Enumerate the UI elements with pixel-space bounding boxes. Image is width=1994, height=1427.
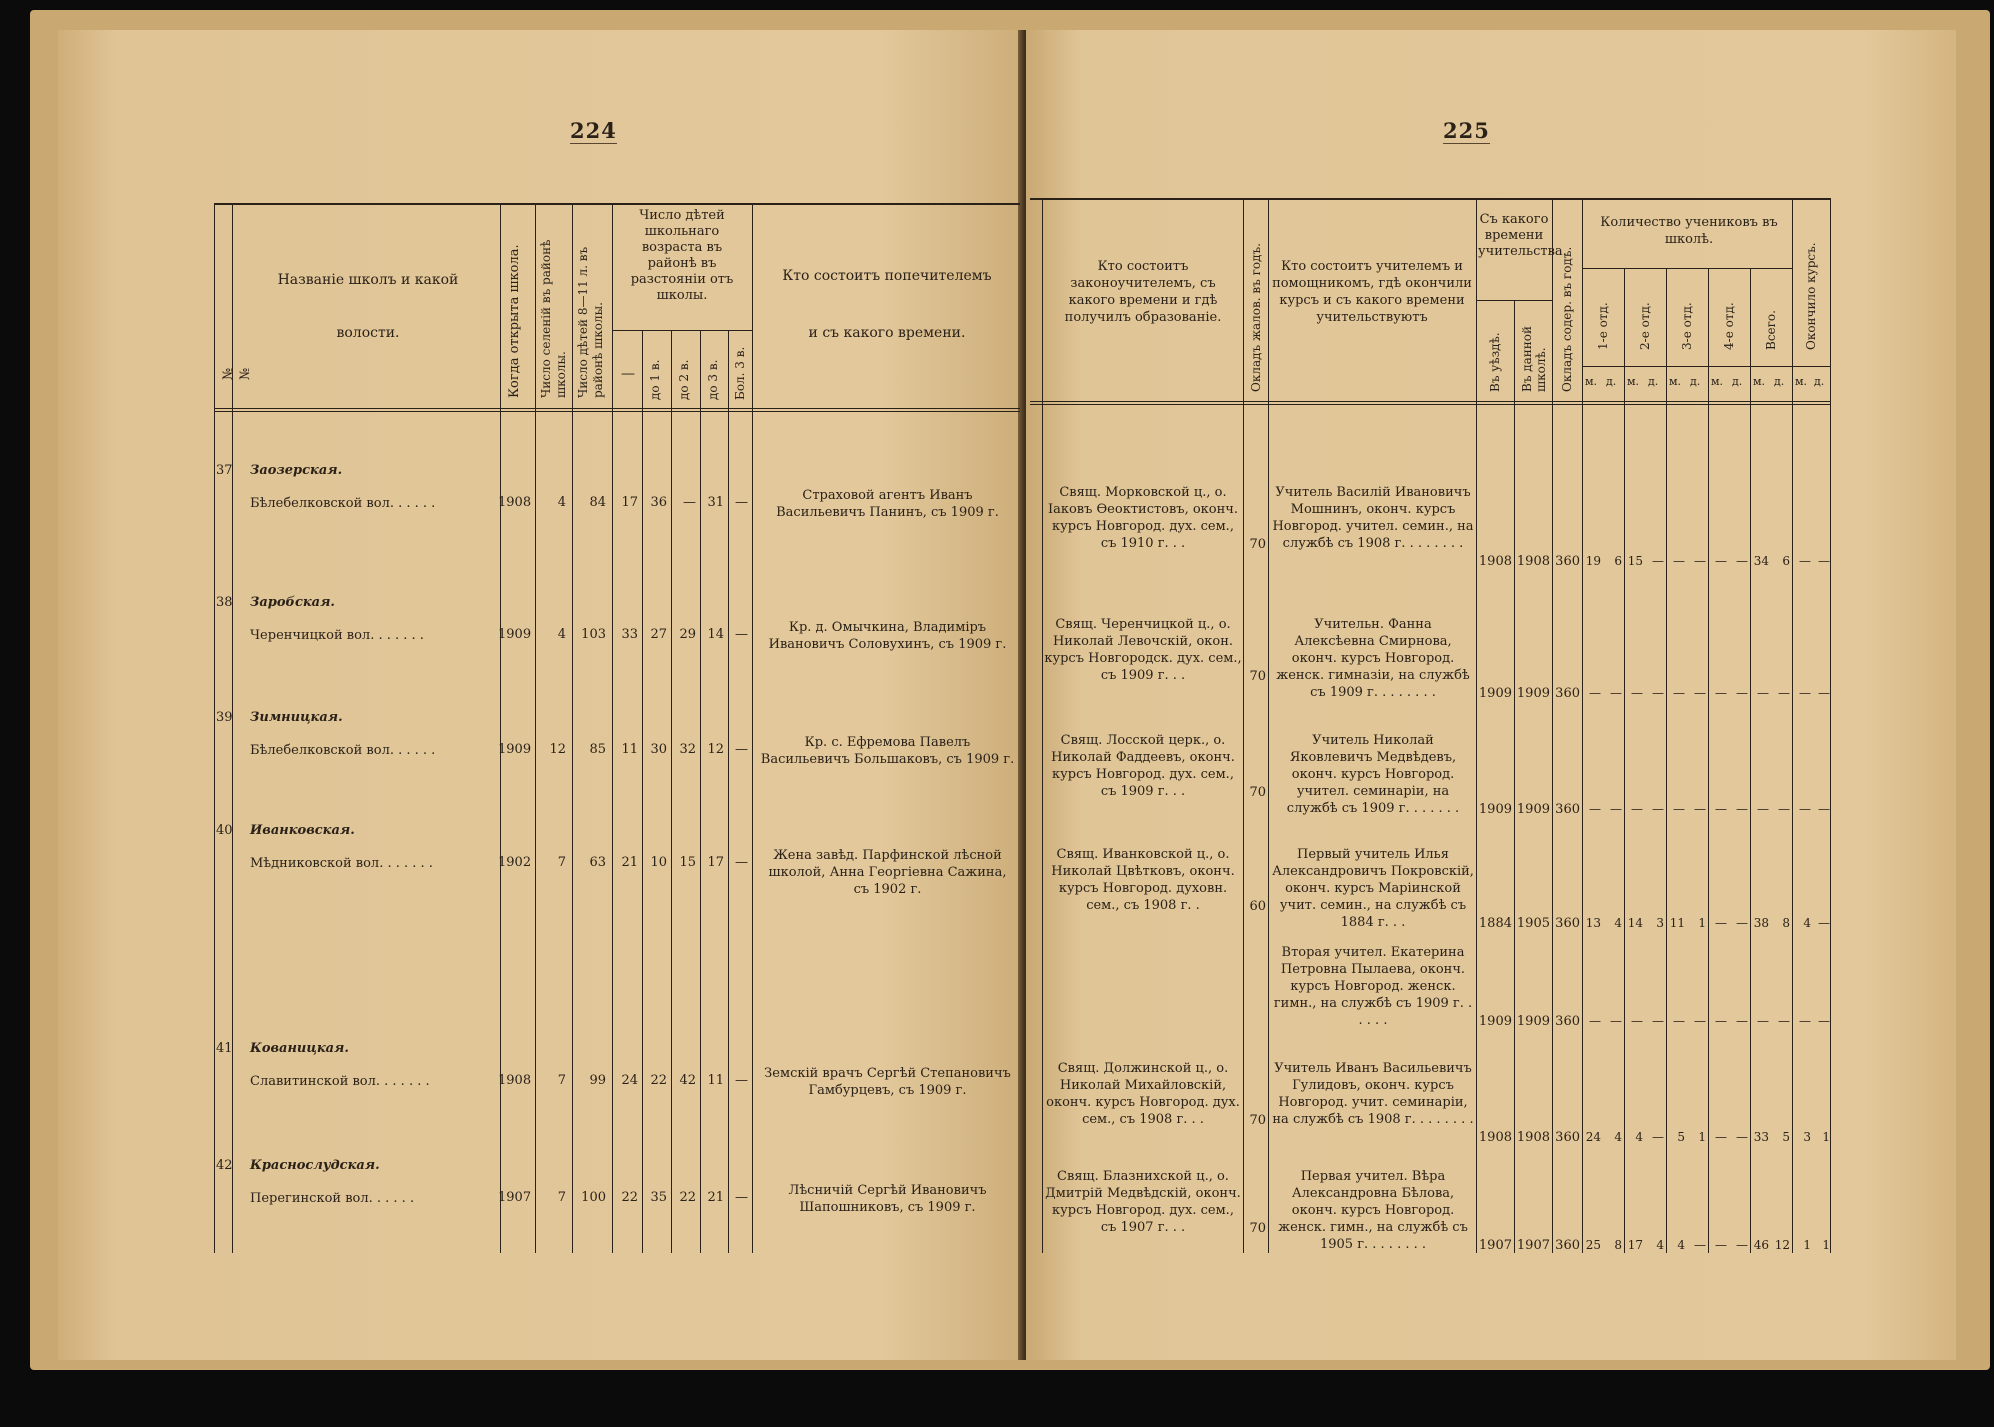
header-children: Число дѣтей 8—11 л. въ районѣ школы. [576, 246, 605, 398]
cell-here: 1907 [1516, 1238, 1550, 1253]
cell-count: 4 [1614, 916, 1622, 930]
law-teacher-cell: Свящ. Иванковской ц., о. Николай Цвѣтковъ, оконч. курсъ Новгород. духовн. сем., съ 1908 г. . [1051, 847, 1235, 913]
school-name: Иванковская. [250, 823, 355, 838]
cell-children: 63 [589, 855, 606, 870]
header-finished: Окончило курсъ. [1804, 242, 1818, 350]
cell-count: 6 [1614, 554, 1622, 568]
cell-d4: — [735, 495, 748, 510]
cell-count: — [1736, 1130, 1748, 1144]
sex-label-d: д. [1774, 375, 1785, 388]
cell-count: 14 [1627, 916, 1643, 930]
cell-here: 1908 [1516, 554, 1550, 569]
cell-count: 13 [1585, 916, 1601, 930]
header-d4: Бол. 3 в. [733, 346, 747, 400]
cell-d3: 11 [707, 1073, 724, 1088]
row-number: 40 [216, 823, 233, 838]
cell-children: 99 [589, 1073, 606, 1088]
cell-count: — [1652, 554, 1664, 568]
cell-count: — [1715, 1130, 1727, 1144]
cell-count: — [1652, 1014, 1664, 1028]
sex-label-m: м. [1711, 375, 1724, 388]
school-name: Заробская. [250, 595, 335, 610]
header-d3: до 3 в. [706, 359, 720, 400]
volost-name: Славитинской вол. . . . . . . [250, 1074, 430, 1089]
header-maintenance: Окладъ содер. въ годъ. [1560, 246, 1574, 392]
cell-count: 4 [1677, 1238, 1685, 1252]
header-d2: до 2 в. [677, 359, 691, 400]
cell-count: — [1589, 686, 1601, 700]
cell-d0: 24 [621, 1073, 638, 1088]
sex-label-m: м. [1585, 375, 1598, 388]
cell-count: — [1715, 554, 1727, 568]
cell-count: — [1736, 916, 1748, 930]
header-top-rule-right [1030, 198, 1830, 200]
cell-d1: 22 [650, 1073, 667, 1088]
teacher-cell: Учитель Иванъ Васильевичъ Гулидовъ, оконч. курсъ Новгород. учит. семинаріи, на службѣ съ 1908 г. . . . . . . . [1272, 1061, 1474, 1127]
cell-here: 1905 [1516, 916, 1550, 931]
cell-count: — [1818, 916, 1830, 930]
cell-count: 15 [1627, 554, 1643, 568]
cell-count: — [1652, 686, 1664, 700]
header-bottom-rule-left [214, 408, 1020, 409]
cell-opened: 1908 [498, 1073, 532, 1088]
cell-count: — [1715, 1014, 1727, 1028]
cell-d0: 21 [621, 855, 638, 870]
trustee-cell: Лѣсничій Сергѣй Ивановичъ Шапошниковъ, съ 1909 г. [788, 1183, 987, 1215]
volost-name: Бѣлебелковской вол. . . . . . [250, 743, 436, 758]
header-villages: Число селеній въ районѣ школы. [539, 239, 568, 398]
cell-count: — [1673, 1014, 1685, 1028]
cell-count: — [1799, 686, 1811, 700]
cell-d4: — [735, 742, 748, 757]
cell-opened: 1902 [498, 855, 532, 870]
cell-count: 25 [1585, 1238, 1601, 1252]
header-volost: волости. [336, 325, 400, 341]
cell-count: — [1799, 554, 1811, 568]
cell-d1: 36 [650, 495, 667, 510]
cell-count: — [1673, 554, 1685, 568]
cell-salary: 70 [1249, 785, 1266, 800]
cell-d3: 31 [707, 495, 724, 510]
cell-children: 84 [589, 495, 606, 510]
row-number: 41 [216, 1041, 233, 1056]
cell-count: 3 [1803, 1130, 1811, 1144]
cell-count: — [1736, 554, 1748, 568]
trustee-cell: Кр. д. Омычкина, Владиміръ Ивановичъ Соловухинъ, съ 1909 г. [768, 620, 1007, 652]
cell-count: — [1610, 1014, 1622, 1028]
cell-count: — [1818, 686, 1830, 700]
cell-count: 6 [1782, 554, 1790, 568]
cell-count: 1 [1698, 916, 1706, 930]
cell-salary: 70 [1249, 669, 1266, 684]
cell-count: — [1799, 1014, 1811, 1028]
cell-d4: — [735, 1190, 748, 1205]
cell-d1: 27 [650, 627, 667, 642]
cell-count: 1 [1698, 1130, 1706, 1144]
cell-count: 11 [1669, 916, 1685, 930]
cell-maint: 360 [1555, 802, 1580, 817]
cell-count: — [1652, 802, 1664, 816]
cell-count: — [1778, 686, 1790, 700]
cell-d0: 11 [621, 742, 638, 757]
cell-count: — [1799, 802, 1811, 816]
header-o3: 3-е отд. [1680, 302, 1694, 350]
trustee-cell: Кр. с. Ефремова Павелъ Васильевичъ Большаковъ, съ 1909 г. [760, 735, 1015, 767]
cell-count: — [1631, 1014, 1643, 1028]
school-name: Заозерская. [250, 463, 343, 478]
cell-d2: 29 [679, 627, 696, 642]
page-number-right: 225 [1443, 118, 1490, 143]
header-trustee-2: и съ какого времени. [808, 325, 966, 341]
cell-salary: 70 [1249, 537, 1266, 552]
sex-label-m: м. [1669, 375, 1682, 388]
cell-villages: 4 [557, 627, 566, 642]
cell-count: — [1715, 916, 1727, 930]
teacher-cell: Первая учител. Вѣра Александровна Бѣлова, оконч. курсъ Новгород. женск. гимн., на службѣ съ 1905 г. . . . . . . . [1278, 1169, 1468, 1252]
cell-count: — [1818, 1014, 1830, 1028]
cell-count: 4 [1635, 1130, 1643, 1144]
cell-children: 100 [581, 1190, 606, 1205]
sex-label-d: д. [1732, 375, 1743, 388]
cell-d2: 22 [679, 1190, 696, 1205]
header-top-rule-left [214, 203, 1020, 205]
volost-name: Перегинской вол. . . . . . [250, 1191, 415, 1206]
cell-d2: 42 [679, 1073, 696, 1088]
cell-count: — [1715, 1238, 1727, 1252]
row-number: 38 [216, 595, 233, 610]
cell-count: 33 [1753, 1130, 1769, 1144]
cell-count: — [1673, 686, 1685, 700]
teacher-cell: Учитель Василій Ивановичъ Мошнинъ, оконч. курсъ Новгород. учител. семин., на службѣ съ 1908 г. . . . . . . . [1272, 485, 1474, 551]
cell-d3: 21 [707, 1190, 724, 1205]
teacher-cell: Учительн. Фанна Алексѣевна Смирнова, оконч. курсъ Новгород. женск. гимназіи, на службѣ съ 1909 г. . . . . . . . [1276, 617, 1470, 700]
sex-label-d: д. [1606, 375, 1617, 388]
cell-here: 1908 [1516, 1130, 1550, 1145]
cell-d3: 12 [707, 742, 724, 757]
cell-count: — [1715, 802, 1727, 816]
law-teacher-cell: Свящ. Блазнихской ц., о. Дмитрій Медвѣдскій, оконч. курсъ Новгород. дух. сем., съ 1907 г. . . [1045, 1169, 1241, 1235]
cell-d1: 10 [650, 855, 667, 870]
cell-count: — [1589, 802, 1601, 816]
cell-villages: 4 [557, 495, 566, 510]
volost-name: Мѣдниковской вол. . . . . . . [250, 856, 433, 871]
cell-count: — [1778, 802, 1790, 816]
cell-count: 4 [1803, 916, 1811, 930]
cell-maint: 360 [1555, 1014, 1580, 1029]
cell-count: — [1694, 802, 1706, 816]
cell-uezd: 1907 [1478, 1238, 1512, 1253]
cell-d1: 30 [650, 742, 667, 757]
cell-count: — [1610, 686, 1622, 700]
cell-count: 3 [1656, 916, 1664, 930]
header-trustee: Кто состоитъ попечителемъ [782, 268, 992, 284]
school-name: Кованицкая. [250, 1041, 349, 1056]
header-d1: до 1 в. [648, 359, 662, 400]
page-number-left: 224 [570, 118, 617, 143]
sex-label-d: д. [1648, 375, 1659, 388]
cell-count: 1 [1803, 1238, 1811, 1252]
volost-name: Черенчицкой вол. . . . . . . [250, 628, 424, 643]
cell-villages: 12 [549, 742, 566, 757]
law-teacher-cell: Свящ. Черенчицкой ц., о. Николай Левочскій, окон. курсъ Новгородск. дух. сем., съ 1909 г. . . [1044, 617, 1242, 683]
cell-count: 8 [1782, 916, 1790, 930]
cell-count: — [1694, 1014, 1706, 1028]
cell-count: — [1589, 1014, 1601, 1028]
cell-uezd: 1908 [1478, 554, 1512, 569]
volost-name: Бѣлебелковской вол. . . . . . [250, 496, 436, 511]
header-num: №№ [221, 367, 253, 381]
cell-count: — [1757, 686, 1769, 700]
cell-count: — [1715, 686, 1727, 700]
header-salary: Окладъ жалов. въ годъ. [1249, 243, 1263, 392]
sex-label-d: д. [1690, 375, 1701, 388]
cell-salary: 60 [1249, 899, 1266, 914]
header-o2: 2-е отд. [1638, 302, 1652, 350]
row-number: 37 [216, 463, 233, 478]
header-law-teacher: Кто состоитъ законоучителемъ, съ какого времени и гдѣ получилъ образованіе. [1064, 259, 1222, 325]
law-teacher-cell: Свящ. Морковской ц., о. Іаковъ Өеоктистовъ, оконч. курсъ Новгород. дух. сем., съ 1910 г. . . [1047, 485, 1239, 551]
cell-d1: 35 [650, 1190, 667, 1205]
trustee-cell: Жена завѣд. Парфинской лѣсной школой, Анна Георгіевна Сажина, съ 1902 г. [768, 848, 1007, 897]
cell-count: 5 [1782, 1130, 1790, 1144]
cell-count: — [1736, 1014, 1748, 1028]
cell-maint: 360 [1555, 1130, 1580, 1145]
cell-opened: 1909 [498, 627, 532, 642]
cell-children: 103 [581, 627, 606, 642]
cell-count: 34 [1753, 554, 1769, 568]
cell-count: — [1673, 802, 1685, 816]
cell-count: 1 [1822, 1130, 1830, 1144]
cell-count: — [1694, 554, 1706, 568]
sex-label-m: м. [1795, 375, 1808, 388]
cell-here: 1909 [1516, 802, 1550, 817]
cell-count: — [1610, 802, 1622, 816]
cell-count: — [1778, 1014, 1790, 1028]
cell-count: 24 [1585, 1130, 1601, 1144]
header-uezd: Въ уѣздѣ. [1488, 332, 1502, 392]
header-distance-group: Число дѣтей школьнаго возраста въ районѣ въ разстояніи отъ школы. [630, 208, 734, 303]
header-teacher: Кто состоитъ учителемъ и помощникомъ, гдѣ окончили курсъ и съ какого времени учительствуютъ [1272, 259, 1472, 325]
law-teacher-cell: Свящ. Лосской церк., о. Николай Фаддеевъ, оконч. курсъ Новгород. дух. сем., съ 1909 г. . . [1051, 733, 1235, 799]
cell-d2: — [683, 495, 696, 510]
cell-count: — [1736, 686, 1748, 700]
header-o1: 1-е отд. [1596, 302, 1610, 350]
cell-here: 1909 [1516, 1014, 1550, 1029]
cell-count: 17 [1627, 1238, 1643, 1252]
cell-count: 46 [1753, 1238, 1769, 1252]
cell-villages: 7 [557, 855, 566, 870]
cell-count: — [1631, 802, 1643, 816]
cell-count: — [1757, 802, 1769, 816]
cell-d4: — [735, 627, 748, 642]
sex-label-d: д. [1814, 375, 1825, 388]
teacher-cell: Учитель Николай Яковлевичъ Медвѣдевъ, оконч. курсъ Новгород. учител. семинаріи, на службѣ съ 1909 г. . . . . . . [1286, 733, 1460, 816]
cell-count: 4 [1656, 1238, 1664, 1252]
cell-count: — [1652, 1130, 1664, 1144]
cell-count: 38 [1753, 916, 1769, 930]
cell-villages: 7 [557, 1190, 566, 1205]
cell-count: 1 [1822, 1238, 1830, 1252]
cell-maint: 360 [1555, 554, 1580, 569]
cell-children: 85 [589, 742, 606, 757]
cell-d0: 33 [621, 627, 638, 642]
cell-d3: 14 [707, 627, 724, 642]
cell-count: 5 [1677, 1130, 1685, 1144]
header-this-school: Въ данной школѣ. [1520, 325, 1548, 392]
cell-uezd: 1909 [1478, 686, 1512, 701]
teacher-cell: Первый учитель Илья Александровичъ Покровскій, оконч. курсъ Маріинской учит. семин., на службѣ съ 1884 г. . . [1272, 847, 1474, 930]
cell-count: — [1736, 802, 1748, 816]
row-number: 39 [216, 710, 233, 725]
cell-count: — [1736, 1238, 1748, 1252]
cell-uezd: 1908 [1478, 1130, 1512, 1145]
cell-d2: 15 [679, 855, 696, 870]
cell-uezd: 1884 [1478, 916, 1512, 931]
trustee-cell: Земскій врачъ Сергѣй Степановичъ Гамбурцевъ, съ 1909 г. [764, 1066, 1011, 1098]
cell-count: — [1818, 802, 1830, 816]
cell-salary: 70 [1249, 1113, 1266, 1128]
header-student-count: Количество учениковъ въ школѣ. [1600, 215, 1778, 247]
cell-count: — [1694, 686, 1706, 700]
cell-villages: 7 [557, 1073, 566, 1088]
cell-count: 8 [1614, 1238, 1622, 1252]
cell-d2: 32 [679, 742, 696, 757]
cell-count: — [1631, 686, 1643, 700]
cell-uezd: 1909 [1478, 802, 1512, 817]
sex-label-m: м. [1753, 375, 1766, 388]
cell-opened: 1907 [498, 1190, 532, 1205]
cell-opened: 1908 [498, 495, 532, 510]
row-number: 42 [216, 1158, 233, 1173]
cell-uezd: 1909 [1478, 1014, 1512, 1029]
cell-d4: — [735, 1073, 748, 1088]
cell-d0: 17 [621, 495, 638, 510]
cell-maint: 360 [1555, 1238, 1580, 1253]
cell-here: 1909 [1516, 686, 1550, 701]
cell-maint: 360 [1555, 916, 1580, 931]
cell-count: 12 [1774, 1238, 1790, 1252]
header-d0: — [621, 366, 635, 382]
cell-count: — [1757, 1014, 1769, 1028]
cell-d4: — [735, 855, 748, 870]
header-bottom-rule-left-2 [214, 411, 1020, 412]
header-since: Съ какого времени учительства. [1478, 212, 1567, 259]
trustee-cell: Страховой агентъ Иванъ Васильевичъ Панинъ, съ 1909 г. [776, 488, 999, 520]
cell-count: — [1818, 554, 1830, 568]
header-total: Всего. [1764, 310, 1778, 350]
cell-opened: 1909 [498, 742, 532, 757]
cell-count: 4 [1614, 1130, 1622, 1144]
cell-d0: 22 [621, 1190, 638, 1205]
cell-count: 19 [1585, 554, 1601, 568]
header-o4: 4-е отд. [1722, 302, 1736, 350]
cell-maint: 360 [1555, 686, 1580, 701]
law-teacher-cell: Свящ. Должинской ц., о. Николай Михайловскій, оконч. курсъ Новгород. дух. сем., съ 1908 г. . . [1046, 1061, 1240, 1127]
header-school-name: Названіе школъ и какой [277, 272, 459, 288]
cell-salary: 70 [1249, 1221, 1266, 1236]
school-name: Зимницкая. [250, 710, 343, 725]
cell-d3: 17 [707, 855, 724, 870]
teacher-cell: Вторая учител. Екатерина Петровна Пылаева, оконч. курсъ Новгород. женск. гимн., на службѣ съ 1909 г. . . . . . [1273, 945, 1473, 1028]
header-opened: Когда открыта школа. [507, 244, 522, 398]
sex-label-m: м. [1627, 375, 1640, 388]
school-name: Краснослудская. [250, 1158, 380, 1173]
cell-count: — [1694, 1238, 1706, 1252]
